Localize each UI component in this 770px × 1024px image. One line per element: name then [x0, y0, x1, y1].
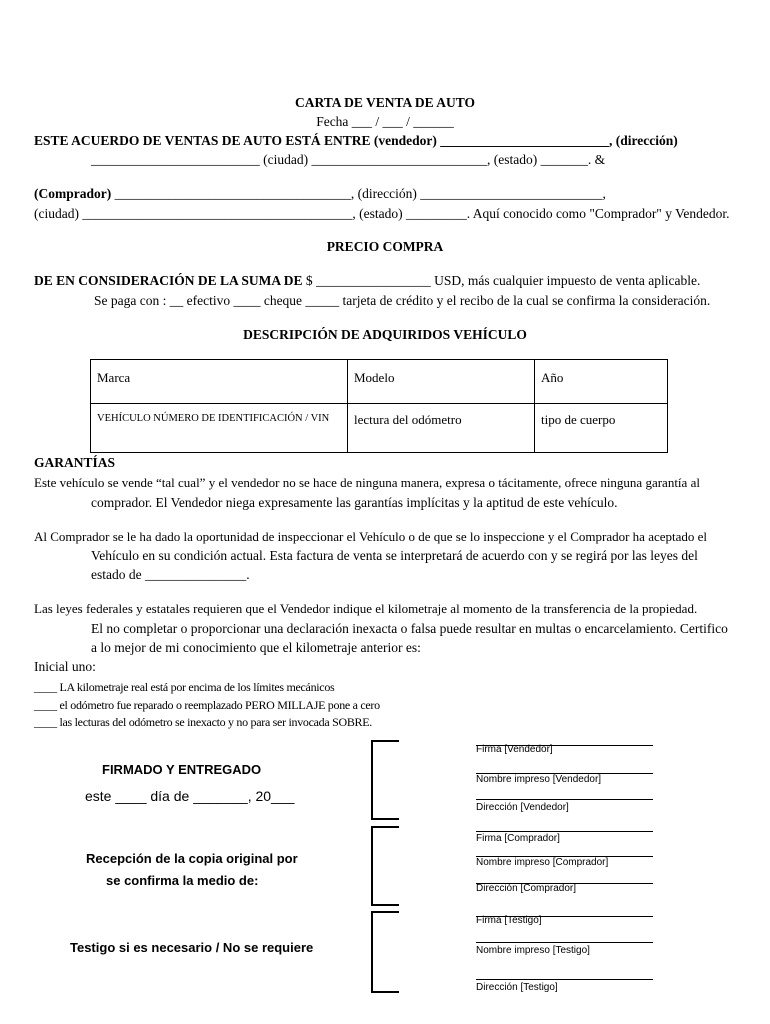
witness-address-line[interactable]	[476, 979, 653, 980]
witness-name-line[interactable]	[476, 942, 653, 943]
seller-signature-label: Firma [Vendedor]	[476, 744, 553, 755]
seller-name-label: Nombre impreso [Vendedor]	[476, 774, 602, 785]
buyer-line-2: (ciudad) ________________________________________, (estado) _________. Aquí conocido como "Comprador" y Vendedor.	[34, 206, 730, 221]
witness-note: Testigo si es necesario / No se requiere	[70, 940, 314, 955]
mileage-option: ____ LA kilometraje real está por encima de los límites mecánicos	[34, 680, 335, 694]
seller-bracket	[371, 740, 399, 820]
initial-label: Inicial uno:	[34, 659, 96, 674]
price-line-1-bold: DE EN CONSIDERACIÓN DE LA SUMA DE	[34, 273, 303, 288]
price-heading: PRECIO COMPRA	[326, 239, 444, 254]
receipt-line-1: Recepción de la copia original por	[86, 851, 298, 866]
buyer-line-1	[34, 186, 606, 202]
warranties-p1-l1: Este vehículo se vende “tal cual” y el vendedor no se hace de ninguna manera, expresa o tácitamente, ofrece ninguna garantía al	[34, 475, 700, 490]
body-type-cell: tipo de cuerpo	[535, 404, 668, 453]
vehicle-table-row	[91, 360, 668, 404]
witness-bracket	[371, 911, 399, 993]
price-line-2: Se paga con : __ efectivo ____ cheque _____ tarjeta de crédito y el recibo de la cual se confirma la consideración.	[94, 293, 711, 308]
warranties-p2-l1: Al Comprador se le ha dado la oportunidad de inspeccionar el Vehículo o de que se lo inspeccione y el Comprador ha aceptado el	[34, 529, 708, 544]
buyer-bracket	[371, 826, 399, 906]
warranties-p3-l1: Las leyes federales y estatales requieren que el Vendedor indique el kilometraje al momento de la transferencia de la propiedad.	[34, 601, 698, 616]
model-cell: Modelo	[348, 360, 535, 404]
vin-cell: VEHÍCULO NÚMERO DE IDENTIFICACIÓN / VIN	[91, 404, 348, 453]
document-title: CARTA DE VENTA DE AUTO	[294, 95, 476, 110]
witness-address-label: Dirección [Testigo]	[476, 982, 558, 993]
mileage-option: ____ las lecturas del odómetro se inexacto y no para ser invocada SOBRE.	[34, 715, 372, 729]
price-line-1	[34, 273, 700, 289]
mileage-option: ____ el odómetro fue reparado o reemplazado PERO MILLAJE pone a cero	[34, 698, 380, 712]
warranties-p3-l3: a lo mejor de mi conocimiento que el kilometraje anterior es:	[91, 640, 421, 655]
seller-line-2: _________________________ (ciudad) __________________________, (estado) _______. &	[91, 152, 606, 167]
warranties-p1-l2: comprador. El Vendedor niega expresamente las garantías implícitas y la aptitud de este vehículo.	[91, 495, 618, 510]
year-cell: Año	[535, 360, 668, 404]
vehicle-heading: DESCRIPCIÓN DE ADQUIRIDOS VEHÍCULO	[243, 327, 527, 342]
signed-date: este ____ día de _______, 20___	[85, 788, 295, 804]
receipt-line-2: se confirma la medio de:	[106, 873, 259, 888]
date-line: Fecha ___ / ___ / ______	[316, 114, 454, 129]
buyer-address-label: Dirección [Comprador]	[476, 883, 577, 894]
odometer-cell: lectura del odómetro	[348, 404, 535, 453]
warranties-heading: GARANTÍAS	[34, 455, 116, 470]
warranties-p3-l2: El no completar o proporcionar una declaración inexacta o falsa puede resultar en multas o encarcelamiento. Certifico	[91, 621, 728, 636]
buyer-signature-line[interactable]	[476, 831, 653, 832]
buyer-signature-label: Firma [Comprador]	[476, 833, 560, 844]
signed-heading: FIRMADO Y ENTREGADO	[102, 762, 262, 777]
seller-address-label: Dirección [Vendedor]	[476, 802, 569, 813]
witness-signature-label: Firma [Testigo]	[476, 915, 542, 926]
seller-address-line[interactable]	[476, 799, 653, 800]
vehicle-table	[90, 359, 668, 453]
make-cell: Marca	[91, 360, 348, 404]
witness-name-label: Nombre impreso [Testigo]	[476, 945, 590, 956]
price-line-1-rest: $ _________________ USD, más cualquier impuesto de venta aplicable.	[302, 273, 701, 288]
vehicle-table-row	[91, 404, 668, 453]
buyer-label: (Comprador)	[34, 186, 112, 201]
seller-line-1-text: ESTE ACUERDO DE VENTAS DE AUTO ESTÁ ENTRE (vendedor) _________________________, (dirección)	[34, 133, 678, 148]
seller-line-1	[34, 133, 678, 149]
buyer-line-1-rest: ___________________________________, (dirección) ___________________________,	[111, 186, 606, 201]
warranties-p2-l3: estado de _______________.	[91, 567, 250, 582]
buyer-name-label: Nombre impreso [Comprador]	[476, 857, 609, 868]
warranties-p2-l2: Vehículo en su condición actual. Esta factura de venta se interpretará de acuerdo con y se regirá por las leyes del	[91, 548, 698, 563]
